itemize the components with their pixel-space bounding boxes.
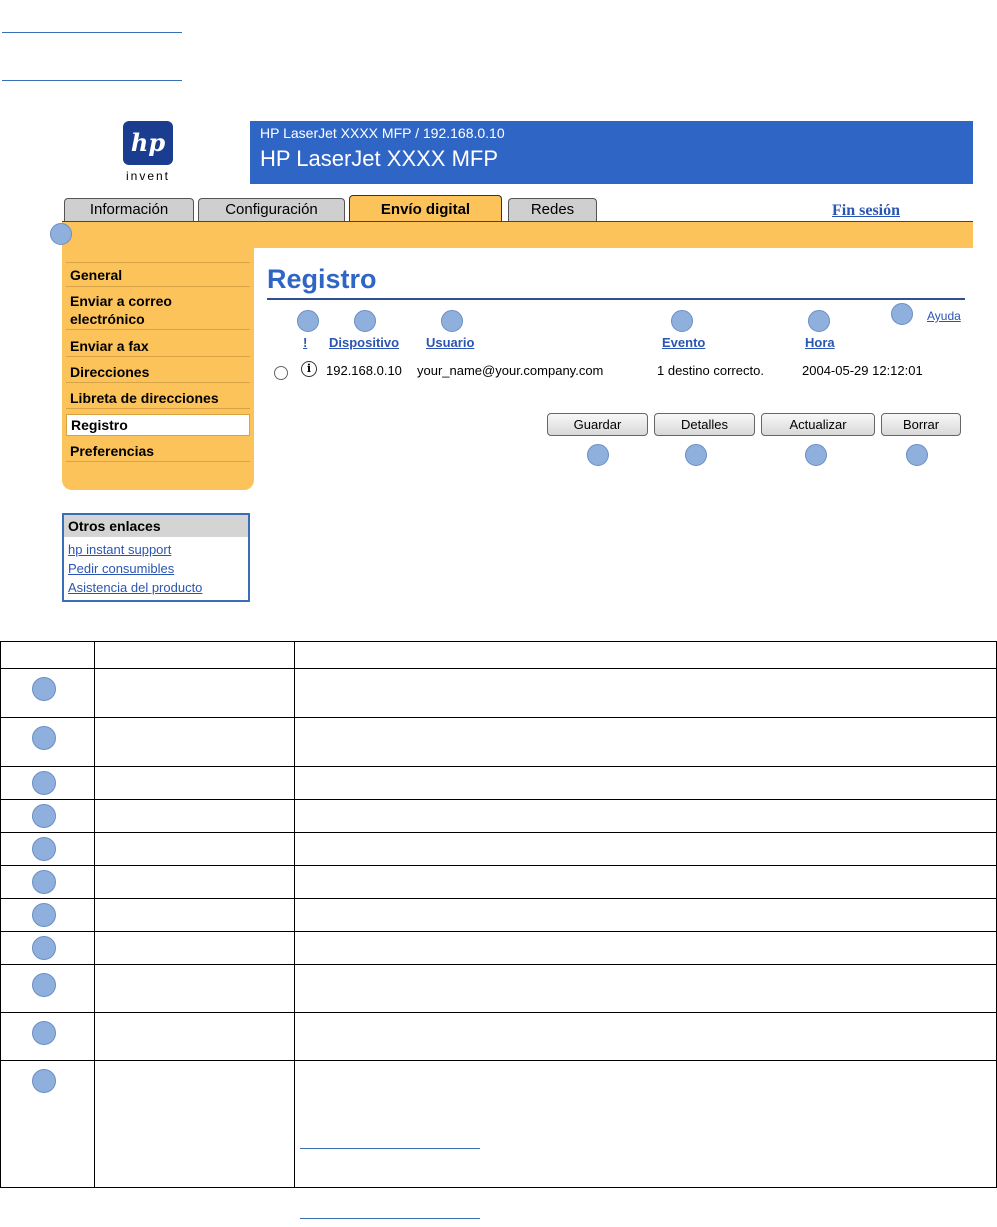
nav-item-preferencias[interactable]: Preferencias bbox=[66, 442, 250, 462]
column-usuario[interactable]: Usuario bbox=[426, 335, 475, 350]
table-row bbox=[1, 965, 997, 1013]
callout-marker bbox=[32, 837, 56, 861]
info-icon: i bbox=[301, 361, 317, 377]
save-button[interactable]: Guardar bbox=[547, 413, 648, 436]
cell-time: 2004-05-29 12:12:01 bbox=[802, 363, 923, 378]
cell-device: 192.168.0.10 bbox=[326, 363, 402, 378]
svg-text:hp: hp bbox=[130, 128, 166, 157]
callout-marker bbox=[32, 1021, 56, 1045]
banner-subtitle: HP LaserJet XXXX MFP / 192.168.0.10 bbox=[260, 125, 505, 141]
callout-marker bbox=[32, 870, 56, 894]
page-title: Registro bbox=[267, 264, 377, 294]
callout-marker bbox=[808, 310, 830, 332]
callout-marker bbox=[685, 444, 707, 466]
table-row bbox=[1, 1061, 997, 1188]
table-row bbox=[1, 866, 997, 899]
svg-text:invent: invent bbox=[125, 169, 171, 183]
callout-marker bbox=[906, 444, 928, 466]
callout-marker bbox=[50, 223, 72, 245]
callout-marker bbox=[891, 303, 913, 325]
top-link-rule-2 bbox=[2, 80, 182, 81]
link-hp-instant-support[interactable]: hp instant support bbox=[68, 542, 172, 557]
callout-marker bbox=[32, 1069, 56, 1093]
table-row bbox=[1, 1013, 997, 1061]
device-banner bbox=[250, 121, 973, 184]
callout-marker bbox=[354, 310, 376, 332]
link-pedir-consumibles[interactable]: Pedir consumibles bbox=[68, 561, 175, 576]
legend-link-rule-1 bbox=[300, 1148, 480, 1149]
callout-marker bbox=[32, 936, 56, 960]
table-row bbox=[1, 899, 997, 932]
hp-logo bbox=[106, 121, 190, 183]
top-link-rule-1 bbox=[2, 32, 182, 33]
logout-link[interactable]: Fin sesión bbox=[832, 202, 901, 219]
tab-redes[interactable]: Redes bbox=[508, 198, 597, 222]
callout-marker bbox=[32, 973, 56, 997]
column-status[interactable]: ! bbox=[303, 335, 308, 350]
callout-marker bbox=[32, 677, 56, 701]
callout-marker bbox=[441, 310, 463, 332]
nav-item-direcciones[interactable]: Direcciones bbox=[66, 363, 250, 383]
nav-item-registro[interactable]: Registro bbox=[66, 414, 250, 436]
callout-marker bbox=[805, 444, 827, 466]
other-links-box bbox=[62, 513, 250, 602]
nav-item-general[interactable]: General bbox=[66, 265, 250, 287]
gold-bar bbox=[62, 222, 973, 248]
tab-configuracion[interactable]: Configuración bbox=[198, 198, 345, 222]
table-row bbox=[1, 718, 997, 767]
callout-marker bbox=[32, 771, 56, 795]
table-row bbox=[1, 800, 997, 833]
callout-marker bbox=[297, 310, 319, 332]
callout-marker bbox=[32, 804, 56, 828]
clear-button[interactable]: Borrar bbox=[881, 413, 961, 436]
cell-user: your_name@your.company.com bbox=[417, 363, 604, 378]
column-dispositivo[interactable]: Dispositivo bbox=[329, 335, 400, 350]
help-link[interactable]: Ayuda bbox=[927, 309, 961, 323]
refresh-button[interactable]: Actualizar bbox=[761, 413, 875, 436]
banner-title: HP LaserJet XXXX MFP bbox=[260, 146, 499, 171]
link-asistencia-producto[interactable]: Asistencia del producto bbox=[68, 580, 203, 595]
callout-marker bbox=[32, 903, 56, 927]
nav-item-enviar-correo[interactable]: Enviar a correo electrónico bbox=[66, 292, 250, 330]
row-select-radio[interactable] bbox=[274, 366, 288, 380]
nav-top-line bbox=[66, 262, 250, 263]
tab-envio-digital[interactable]: Envío digital bbox=[349, 195, 502, 222]
column-evento[interactable]: Evento bbox=[662, 335, 706, 350]
callout-marker bbox=[587, 444, 609, 466]
details-button[interactable]: Detalles bbox=[654, 413, 755, 436]
callout-marker bbox=[32, 726, 56, 750]
table-row bbox=[1, 833, 997, 866]
cell-event: 1 destino correcto. bbox=[657, 363, 764, 378]
table-row bbox=[1, 767, 997, 800]
callout-marker bbox=[671, 310, 693, 332]
title-rule bbox=[267, 298, 965, 300]
table-row bbox=[1, 642, 997, 669]
legend-table bbox=[0, 641, 997, 1188]
tab-informacion[interactable]: Información bbox=[64, 198, 194, 222]
other-links-title: Otros enlaces bbox=[64, 515, 248, 537]
nav-item-enviar-fax[interactable]: Enviar a fax bbox=[66, 337, 250, 357]
column-hora[interactable]: Hora bbox=[805, 335, 835, 350]
nav-item-libreta[interactable]: Libreta de direcciones bbox=[66, 389, 250, 409]
legend-link-rule-2 bbox=[300, 1218, 480, 1219]
table-row bbox=[1, 669, 997, 718]
table-row bbox=[1, 932, 997, 965]
